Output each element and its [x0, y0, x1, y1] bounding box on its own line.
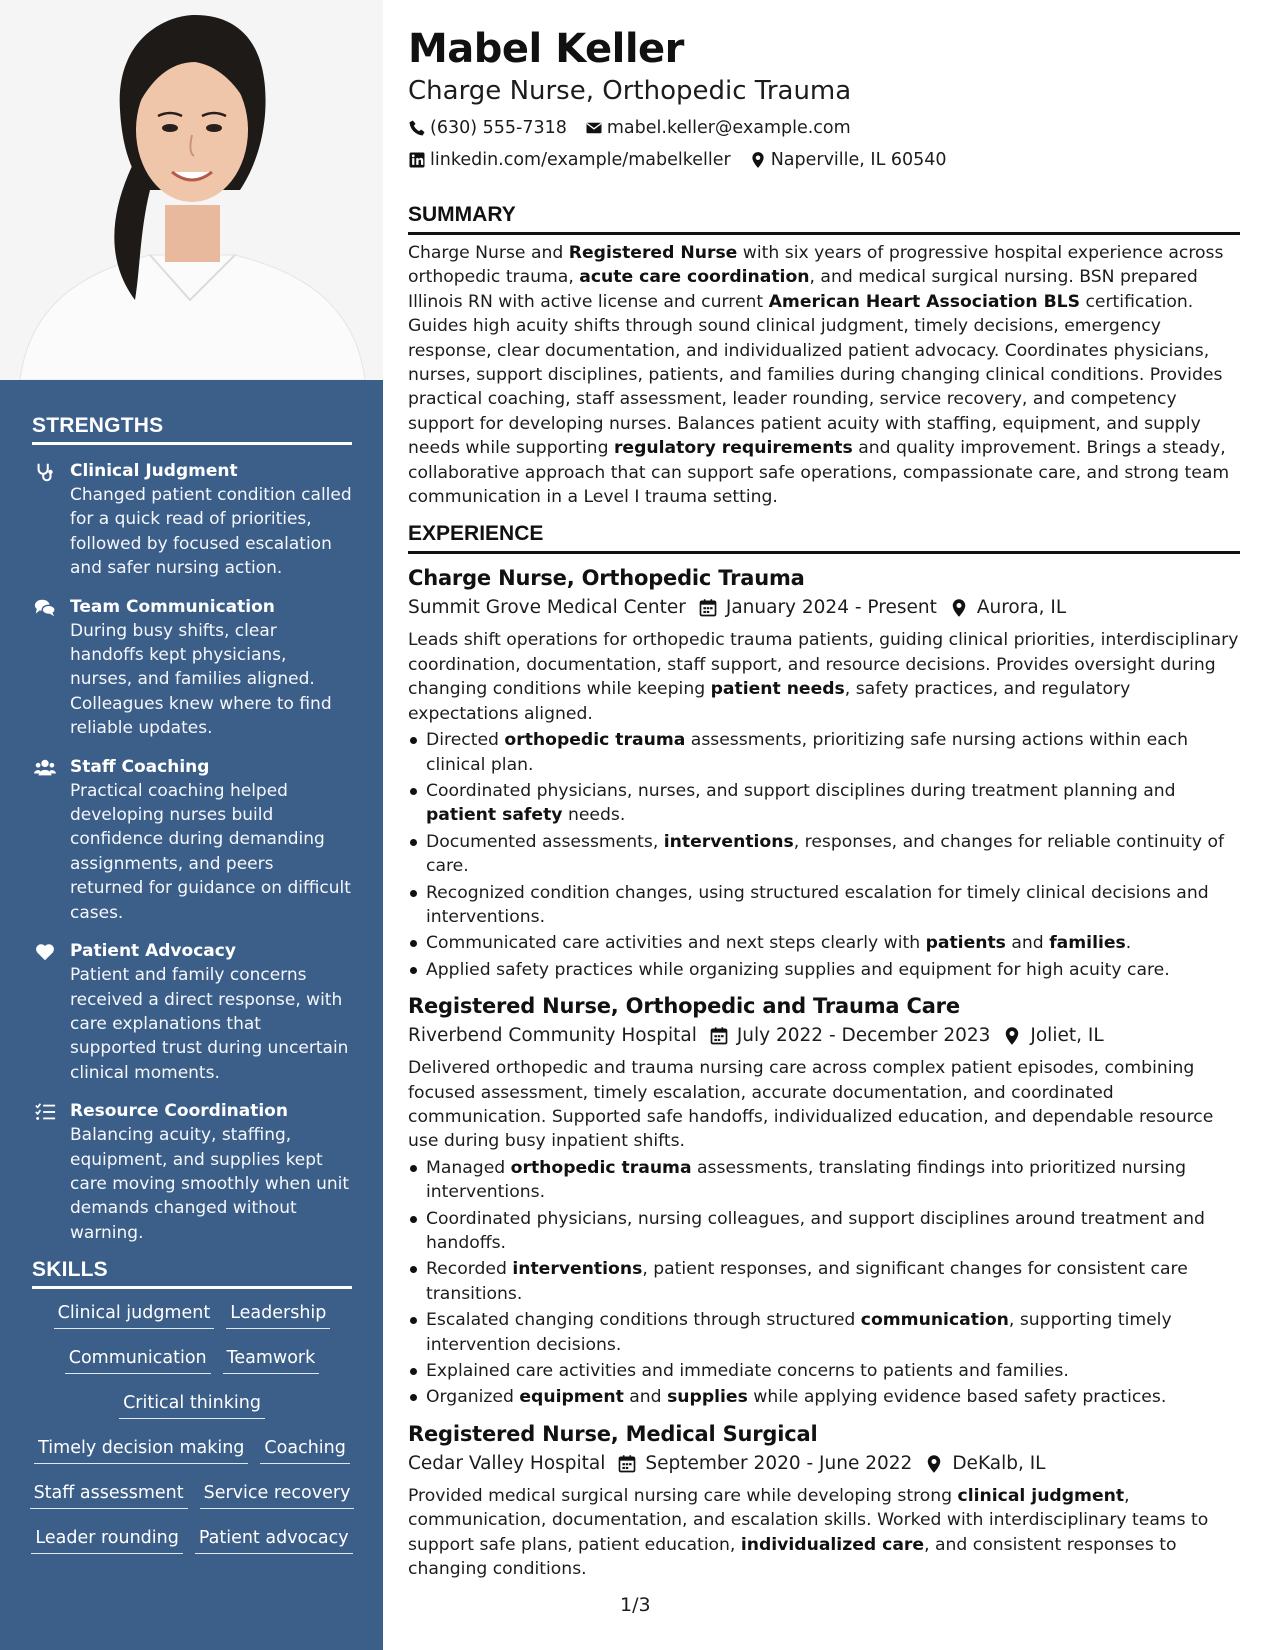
strength-description: Patient and family concerns received a direct response, with care explanations that supported trust during uncertain clinical moments. — [70, 965, 349, 1083]
main-content — [408, 24, 1240, 1583]
job-meta — [408, 1450, 1240, 1478]
strength-description: Balancing acuity, staffing, equipment, and supplies kept care moving smoothly when unit demands changed without warning. — [70, 1125, 350, 1243]
job-meta — [408, 1022, 1240, 1050]
job-bullet: Coordinated physicians, nurses, and support disciplines during treatment planning and patient safety needs. — [408, 779, 1240, 828]
strength-item — [32, 755, 352, 925]
strength-item — [32, 1099, 352, 1245]
phone-contact[interactable] — [408, 116, 567, 140]
map-pin-icon — [1002, 1026, 1022, 1046]
job-bullet: Directed orthopedic trauma assessments, prioritizing safe nursing actions within each clinical plan. — [408, 728, 1240, 777]
job-summary: Delivered orthopedic and trauma nursing care across complex patient episodes, combining focused assessment, timely escalation, accurate documentation, and coordinated communication. Supported safe handoffs, individualized education, and dependable resource use during busy inpatient shifts. — [408, 1058, 1214, 1152]
skill-row — [32, 1299, 352, 1344]
portrait-illustration — [0, 0, 383, 380]
strengths-heading: STRENGTHS — [32, 414, 352, 445]
job-bullet: Applied safety practices while organizing supplies and equipment for high acuity care. — [408, 958, 1240, 982]
job-bullet: Explained care activities and immediate concerns to patients and families. — [408, 1359, 1240, 1383]
linkedin-icon — [408, 151, 426, 169]
contact-row — [408, 116, 1240, 140]
skill-tag: Timely decision making — [34, 1434, 248, 1464]
job-dates: January 2024 - Present — [725, 597, 937, 619]
skill-row — [32, 1344, 352, 1389]
map-pin-icon — [749, 151, 767, 169]
skill-tag: Clinical judgment — [54, 1299, 215, 1329]
skill-tag: Service recovery — [200, 1479, 355, 1509]
job-bullets — [408, 728, 1240, 982]
job-bullet: Communicated care activities and next steps clearly with patients and families. — [408, 931, 1240, 955]
strength-title: Staff Coaching — [70, 756, 210, 777]
job-title: Registered Nurse, Orthopedic and Trauma Care — [408, 994, 960, 1019]
job-bullets — [408, 1156, 1240, 1410]
job-title: Charge Nurse, Orthopedic Trauma — [408, 566, 805, 591]
strength-title: Clinical Judgment — [70, 461, 238, 481]
skill-tag: Staff assessment — [30, 1479, 188, 1509]
job-list — [408, 564, 1240, 1581]
job-entry — [408, 1420, 1240, 1582]
heart-icon — [34, 941, 56, 963]
skill-tag: Patient advocacy — [195, 1524, 353, 1554]
skill-list — [32, 1299, 352, 1569]
job-bullet: Managed orthopedic trauma assessments, translating findings into prioritized nursing interventions. — [408, 1156, 1240, 1205]
job-employer: Summit Grove Medical Center — [408, 597, 686, 619]
strength-description: Changed patient condition called for a quick read of priorities, followed by focused escalation and safer nursing action. — [70, 485, 352, 579]
skill-row — [32, 1434, 352, 1479]
candidate-role: Charge Nurse, Orthopedic Trauma — [408, 76, 852, 106]
job-entry — [408, 992, 1240, 1410]
experience-section — [408, 521, 1240, 1581]
summary-text: Charge Nurse and Registered Nurse with six years of progressive hospital experience across orthopedic trauma, acute care coordination, and medical surgical nursing. BSN prepared Illinois RN with active license and current American Heart Association BLS certification. Guides high acuity shifts through sound clinical judgment, timely decisions, emergency response, clear documentation, and individualized patient advocacy. Coordinates physicians, nurses, support disciplines, patients, and families during changing clinical conditions. Provides practical coaching, staff assessment, leader rounding, service recovery, and competency support for developing nurses. Balances patient acuity with staffing, equipment, and supply needs while supporting regulatory requirements and quality improvement. Brings a steady, collaborative approach that can support safe operations, compassionate care, and strong team communication in a Level I trauma setting. — [408, 243, 1230, 508]
phone-text: (630) 555-7318 — [430, 118, 567, 138]
phone-icon — [408, 119, 426, 137]
job-bullet: Organized equipment and supplies while applying evidence based safety practices. — [408, 1385, 1240, 1409]
users-icon — [34, 757, 56, 779]
strength-item — [32, 459, 352, 581]
skill-row — [32, 1389, 352, 1434]
job-dates: July 2022 - December 2023 — [736, 1025, 991, 1047]
job-bullet: Documented assessments, interventions, responses, and changes for reliable continuity of care. — [408, 830, 1240, 879]
skill-tag: Teamwork — [223, 1344, 320, 1374]
job-dates: September 2020 - June 2022 — [645, 1452, 913, 1474]
page-number: 1/3 — [620, 1594, 651, 1616]
strength-item — [32, 939, 352, 1085]
stethoscope-icon — [34, 461, 56, 483]
linkedin-text: linkedin.com/example/mabelkeller — [430, 150, 731, 170]
contact-row — [408, 148, 1240, 172]
strength-title: Patient Advocacy — [70, 941, 236, 962]
email-contact[interactable] — [585, 116, 851, 140]
linkedin-contact[interactable] — [408, 148, 731, 172]
skill-tag: Leadership — [226, 1299, 330, 1329]
experience-heading: EXPERIENCE — [408, 521, 1240, 554]
job-bullet: Escalated changing conditions through structured communication, supporting timely intervention decisions. — [408, 1308, 1240, 1357]
skill-tag: Communication — [65, 1344, 211, 1374]
strength-description: Practical coaching helped developing nurses build confidence during demanding assignments, and peers returned for guidance on difficult cases. — [70, 780, 351, 923]
calendar-icon — [617, 1454, 637, 1474]
job-bullet: Coordinated physicians, nursing colleagues, and support disciplines around treatment and handoffs. — [408, 1207, 1240, 1256]
job-entry — [408, 564, 1240, 982]
sidebar — [0, 0, 383, 1650]
summary-heading: SUMMARY — [408, 202, 1240, 235]
skill-tag: Leader rounding — [31, 1524, 182, 1554]
calendar-icon — [709, 1026, 729, 1046]
email-text: mabel.keller@example.com — [606, 118, 851, 138]
skills-section — [32, 1258, 352, 1569]
job-summary: Leads shift operations for orthopedic trauma patients, guiding clinical priorities, interdisciplinary coordination, documentation, staff support, and resource decisions. Provides oversight during changing conditions while keeping patient needs, safety practices, and regulatory expectations aligned. — [408, 630, 1239, 724]
job-location: DeKalb, IL — [952, 1452, 1046, 1474]
job-bullet: Recognized condition changes, using structured escalation for timely clinical decisions and interventions. — [408, 881, 1240, 930]
calendar-icon — [698, 598, 718, 618]
job-summary: Provided medical surgical nursing care while developing strong clinical judgment, communication, documentation, and escalation skills. Worked with interdisciplinary teams to support safe plans, patient education, individualized care, and consistent responses to changing conditions. — [408, 1485, 1209, 1580]
skill-tag: Critical thinking — [119, 1389, 265, 1419]
job-employer: Cedar Valley Hospital — [408, 1452, 606, 1474]
location-contact — [749, 148, 947, 172]
profile-photo — [0, 0, 383, 380]
strength-description: During busy shifts, clear handoffs kept physicians, nurses, and families aligned. Colleagues knew where to find reliable updates. — [70, 620, 332, 739]
job-meta — [408, 594, 1240, 622]
map-pin-icon — [924, 1454, 944, 1474]
strength-title: Resource Coordination — [70, 1101, 288, 1122]
job-title: Registered Nurse, Medical Surgical — [408, 1421, 818, 1446]
strength-item — [32, 595, 352, 741]
skill-tag: Coaching — [260, 1434, 349, 1464]
job-location: Joliet, IL — [1030, 1025, 1104, 1047]
skill-row — [32, 1479, 352, 1524]
checklist-icon — [34, 1101, 56, 1123]
summary-section — [408, 202, 1240, 509]
map-pin-icon — [949, 598, 969, 618]
job-employer: Riverbend Community Hospital — [408, 1025, 697, 1047]
candidate-name: Mabel Keller — [408, 26, 684, 72]
skill-row — [32, 1524, 352, 1569]
job-location: Aurora, IL — [976, 597, 1067, 619]
chat-bubbles-icon — [34, 597, 56, 619]
job-bullet: Recorded interventions, patient responses, and significant changes for consistent care transitions. — [408, 1257, 1240, 1306]
strength-title: Team Communication — [70, 596, 275, 617]
skills-heading: SKILLS — [32, 1258, 352, 1289]
location-text: Naperville, IL 60540 — [770, 150, 947, 170]
envelope-icon — [585, 119, 603, 137]
strengths-section — [32, 414, 352, 1245]
